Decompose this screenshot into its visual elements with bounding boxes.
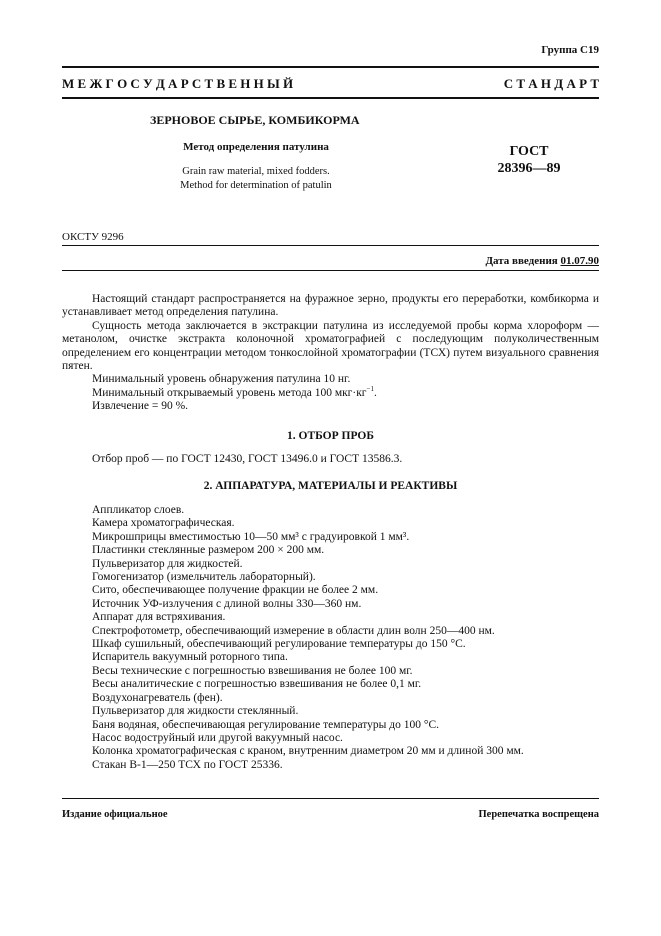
section-1-heading: 1. ОТБОР ПРОБ [287, 430, 374, 442]
equipment-list [62, 504, 599, 772]
equipment-item: Источник УФ-излучения с длиной волны 330—360 нм. [92, 597, 362, 610]
okstu-rule [62, 245, 599, 246]
method-level-end: . [373, 386, 377, 399]
reprint-prohibited-note: Перепечатка воспрещена [478, 809, 599, 820]
equipment-item: Воздухонагреватель (фен). [92, 691, 223, 704]
equipment-item: Камера хроматографическая. [92, 517, 235, 530]
equipment-item: Аппарат для встряхивания. [92, 611, 226, 624]
footer-rule [62, 798, 599, 799]
method-en-line-1: Grain raw material, mixed fodders. [182, 166, 330, 177]
effective-date [485, 255, 599, 267]
equipment-item: Пульверизатор для жидкостей. [92, 557, 243, 570]
intro-method-level [62, 387, 599, 400]
equipment-item: Стакан В-1—250 ТСХ по ГОСТ 25336. [92, 758, 283, 771]
top-rule [62, 66, 599, 68]
equipment-item: Сито, обеспечивающее получение фракции не более 2 мм. [92, 584, 379, 597]
equipment-item: Шкаф сушильный, обеспечивающий регулирование температуры до 150 °С. [92, 638, 466, 651]
equipment-item: Испаритель вакуумный роторного типа. [92, 651, 288, 664]
gost-label: ГОСТ [509, 144, 549, 159]
group-code: Группа С19 [541, 44, 599, 56]
banner-word-standard: С Т А Н Д А Р Т [503, 76, 599, 91]
equipment-item: Микрошприцы вместимостью 10—50 мм³ с градуировкой 1 мм³. [92, 530, 410, 543]
equipment-item: Колонка хроматографическая с краном, внутренним диаметром 20 мм и длиной 300 мм. [92, 745, 524, 758]
equipment-item: Гомогенизатор (измельчитель лабораторный). [92, 571, 316, 584]
section-1-body [62, 453, 599, 466]
equipment-item: Весы технические с погрешностью взвешивания не более 100 мг. [92, 664, 413, 677]
intro-recovery: Извлечение = 90 %. [92, 400, 189, 413]
method-level-text: Минимальный открываемый уровень метода 100 мкг·кг [92, 386, 367, 399]
sampling-text: Отбор проб — по ГОСТ 12430, ГОСТ 13496.0 и ГОСТ 13586.3. [92, 453, 403, 465]
banner-word-interstate: М Е Ж Г О С У Д А Р С Т В Е Н Н Ы Й [62, 76, 294, 91]
equipment-item: Спектрофотометр, обеспечивающий измерение в области длин волн 250—400 нм. [92, 624, 495, 637]
gost-number: 28396—89 [497, 161, 561, 176]
equipment-item: Пластинки стеклянные размером 200 × 200 мм. [92, 544, 325, 557]
intro-section [62, 293, 599, 414]
equipment-item: Пульверизатор для жидкости стеклянный. [92, 705, 299, 718]
banner-rule [62, 97, 599, 99]
equipment-item: Баня водяная, обеспечивающая регулирование температуры до 100 °С. [92, 718, 440, 731]
section-2-heading: 2. АППАРАТУРА, МАТЕРИАЛЫ И РЕАКТИВЫ [203, 480, 458, 492]
okstu-code: ОКСТУ 9296 [62, 231, 124, 243]
document-title: ЗЕРНОВОЕ СЫРЬЕ, КОМБИКОРМА [150, 113, 360, 127]
equipment-item: Аппликатор слоев. [92, 504, 185, 516]
date-rule [62, 270, 599, 271]
equipment-item: Весы аналитические с погрешностью взвешивания не более 0,1 мг. [92, 678, 422, 691]
method-level-exponent: −1 [366, 385, 374, 394]
official-edition-note: Издание официальное [62, 809, 168, 820]
method-title-en [166, 165, 346, 193]
method-en-line-2: Method for determination of patulin [180, 180, 332, 191]
gost-designation [486, 143, 572, 177]
intro-detection-limit: Минимальный уровень обнаружения патулина 10 нг. [92, 373, 351, 386]
standard-banner [62, 76, 599, 92]
method-title-ru: Метод определения патулина [183, 141, 329, 153]
equipment-item: Насос водоструйный или другой вакуумный насос. [92, 731, 343, 744]
intro-paragraph-scope: Настоящий стандарт распространяется на фуражное зерно, продукты его переработки, комбикорма и устанавливает метод определения патулина. [62, 293, 599, 319]
date-value: 01.07.90 [560, 255, 599, 267]
date-label: Дата введения [485, 255, 558, 267]
intro-paragraph-essence: Сущность метода заключается в экстракции патулина из исследуемой пробы корма хлороформ — метанолом, очистке экстракта колоночной хроматографией с последующим полуколичественным определением его концентрации методом тонкослойной хроматографии (ТСХ) путем визуального сравнения пятен. [62, 319, 599, 373]
